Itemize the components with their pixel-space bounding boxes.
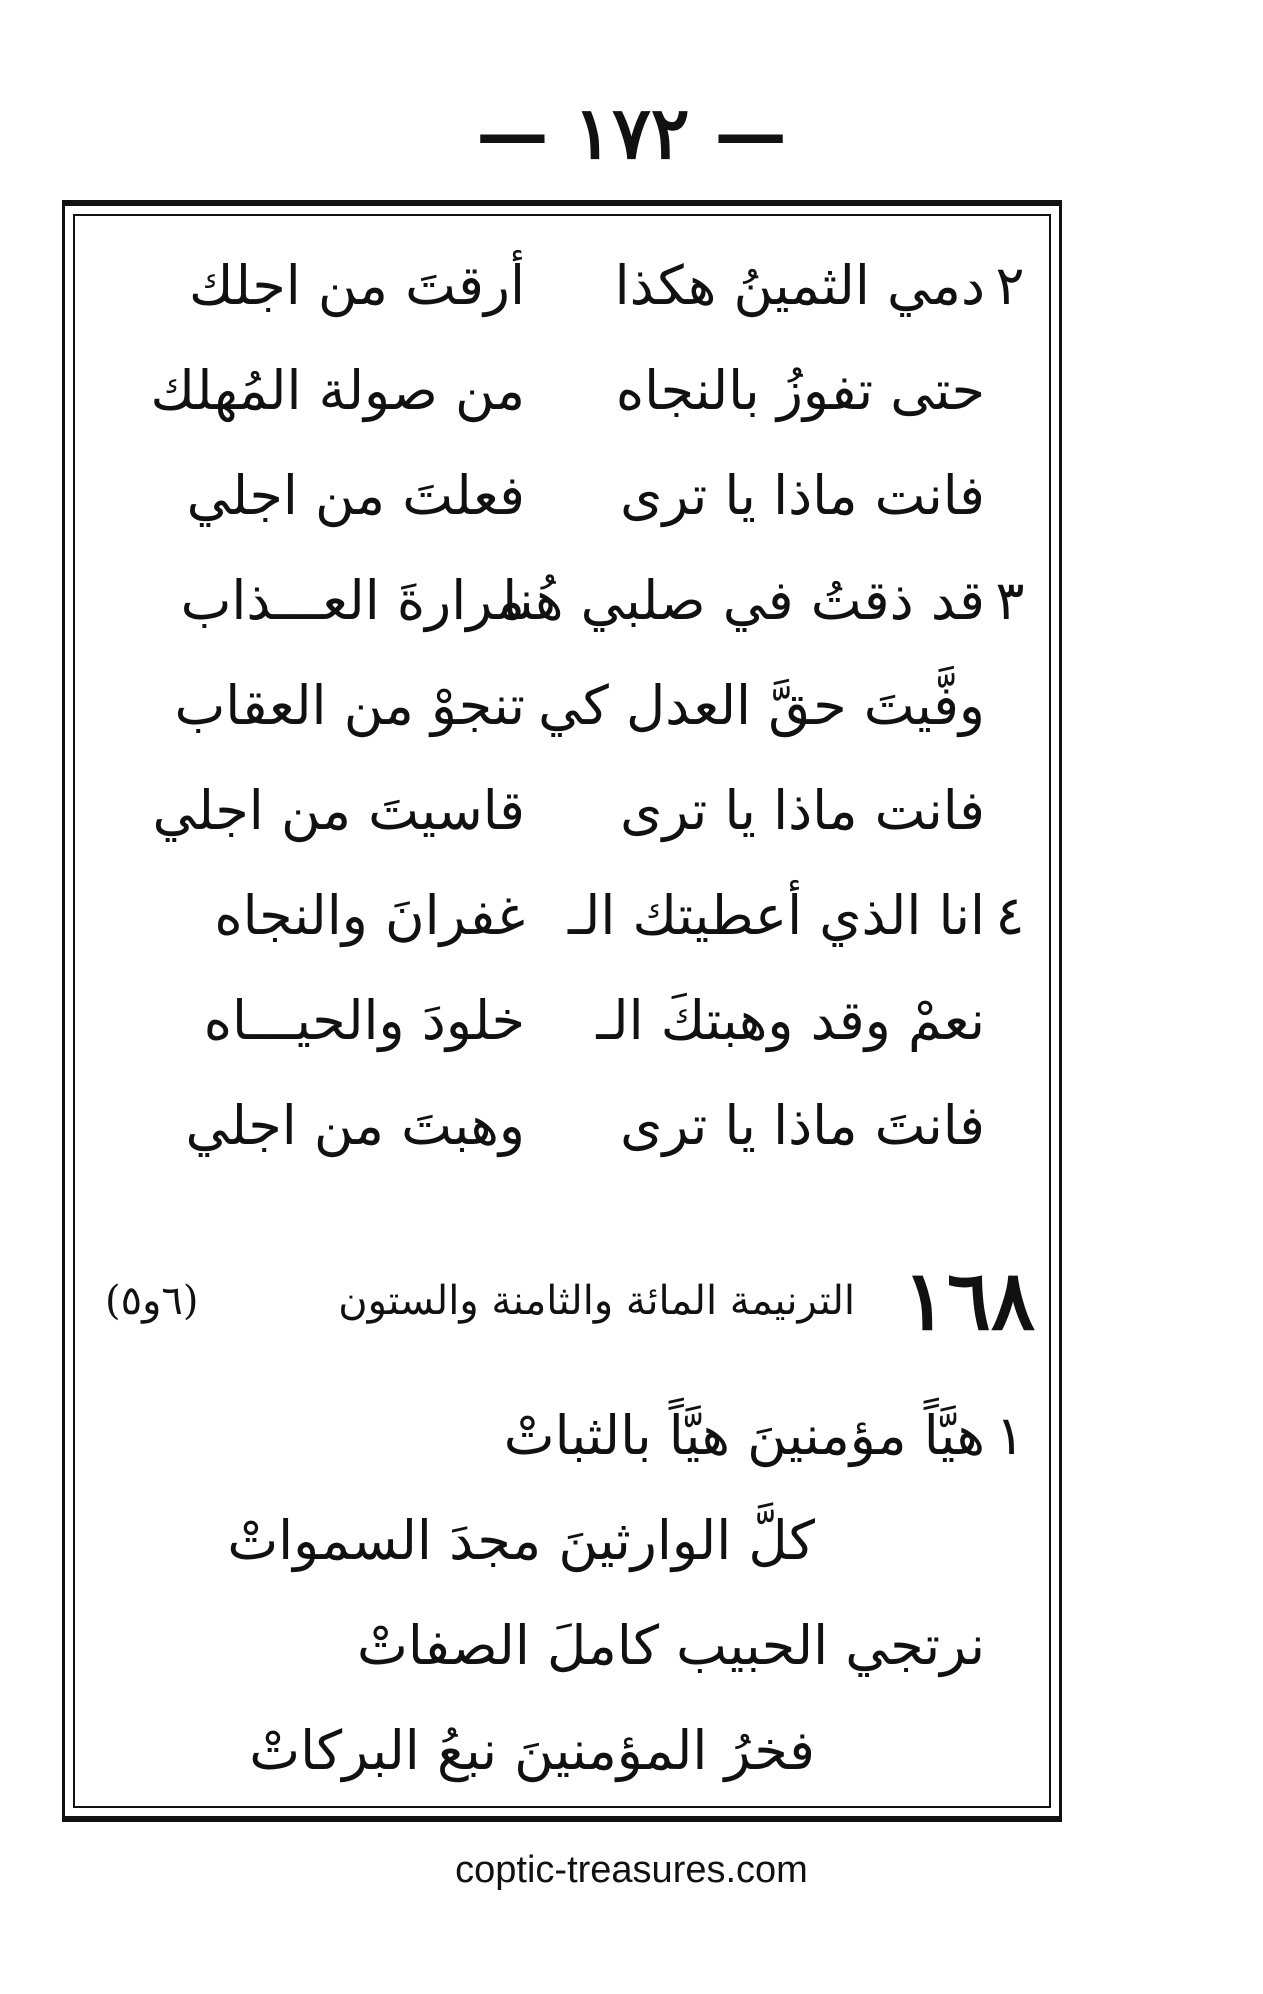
verse-second-half: وهبتَ من اجلي — [185, 1094, 525, 1157]
verse-line — [65, 1076, 1065, 1176]
verse-line — [65, 341, 1065, 441]
verse-first-half: وفَّيتَ حقَّ العدل كي — [538, 674, 985, 737]
verse-second-half: غفرانَ والنجاه — [214, 884, 525, 947]
verse-line — [65, 446, 1065, 546]
hymn-line — [65, 1701, 1065, 1801]
verse-first-half: قد ذقتُ في صلبي هُنا — [502, 569, 985, 632]
verse-second-half: فعلتَ من اجلي — [186, 464, 525, 527]
verse-second-half: من صولة المُهلك — [150, 359, 525, 422]
verse-second-half: تنجوْ من العقاب — [174, 674, 525, 737]
hymn-line-text: هيَّاً مؤمنينَ هيَّاً بالثباتْ — [503, 1404, 985, 1467]
verse-first-half: حتى تفوزُ بالنجاه — [615, 359, 985, 422]
verse-second-half: قاسيتَ من اجلي — [152, 779, 525, 842]
verse-line — [65, 971, 1065, 1071]
page-number: — ١٧٢ — — [476, 90, 787, 175]
verse-second-half: أرقتَ من اجلك — [188, 254, 525, 317]
verse-line — [65, 761, 1065, 861]
stanza-number: ٤ — [995, 884, 1025, 947]
footer-website: coptic-treasures.com — [455, 1849, 808, 1891]
verse-line — [65, 866, 1065, 966]
stanza-number: ٢ — [995, 254, 1025, 317]
hymn-tune: (٦و٥) — [105, 1278, 199, 1324]
verse-first-half: فانتَ ماذا يا ترى — [620, 1094, 985, 1157]
hymn-title: الترنيمة المائة والثامنة والستون — [338, 1278, 855, 1324]
hymn-line — [65, 1386, 1065, 1486]
hymn-line — [65, 1491, 1065, 1591]
verse-line — [65, 656, 1065, 756]
text-frame — [62, 200, 1062, 1822]
hymn-line-text: كلَّ الوارثينَ مجدَ السمواتْ — [227, 1509, 815, 1572]
verse-first-half: فانت ماذا يا ترى — [620, 464, 985, 527]
verse-first-half: انا الذي أعطيتك الـ — [568, 884, 985, 947]
verse-second-half: خلودَ والحيـــاه — [203, 989, 525, 1052]
verse-line — [65, 236, 1065, 336]
stanza-number: ٣ — [995, 569, 1025, 632]
verse-first-half: دمي الثمينُ هكذا — [614, 254, 985, 317]
verse-first-half: فانت ماذا يا ترى — [620, 779, 985, 842]
hymn-line-text: فخرُ المؤمنينَ نبعُ البركاتْ — [249, 1719, 815, 1782]
stanza-number: ١ — [995, 1404, 1025, 1467]
verse-first-half: نعمْ وقد وهبتكَ الـ — [596, 989, 985, 1052]
verse-line — [65, 551, 1065, 651]
hymn-header — [65, 1246, 1065, 1356]
hymn-number: ١٦٨ — [902, 1253, 1035, 1349]
verse-second-half: مرارةَ العـــذاب — [180, 569, 525, 632]
hymn-line-text: نرتجي الحبيب كاملَ الصفاتْ — [356, 1614, 985, 1677]
hymn-line — [65, 1596, 1065, 1696]
